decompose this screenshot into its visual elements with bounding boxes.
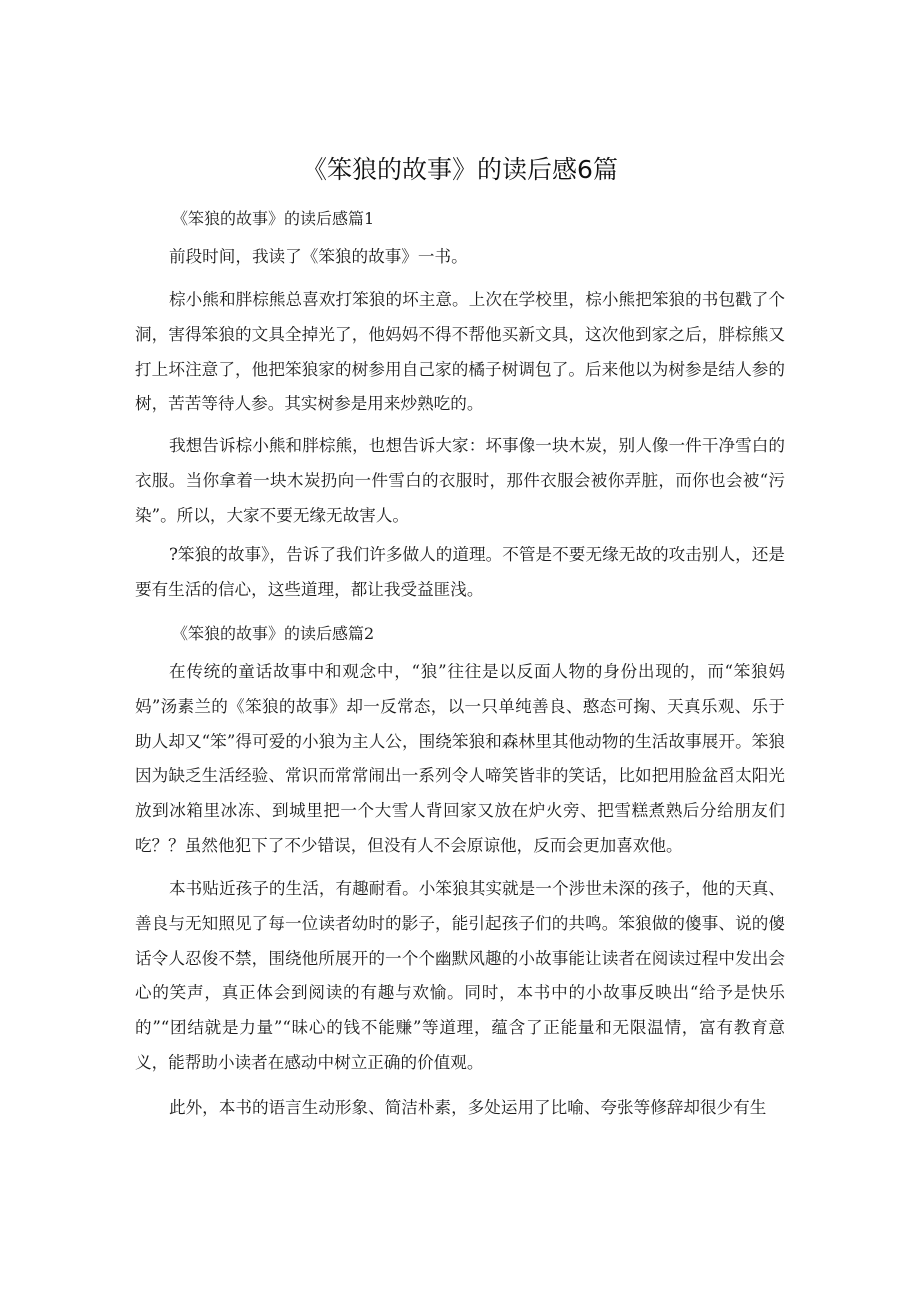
section-1-heading: 《笨狼的故事》的读后感篇1 — [172, 209, 375, 228]
section-1-paragraph-2: 棕小熊和胖棕熊总喜欢打笨狼的坏主意。上次在学校里，棕小熊把笨狼的书包戳了个洞，害得笨狼的文具全掉光了，他妈妈不得不帮他买新文具，这次他到家之后，胖棕熊又打上坏注意了，他把笨狼家的树参用自己家的橘子树调包了。后来他以为树参是结人参的树，苦苦等待人参。其实树参是用来炒熟吃的。 — [135, 290, 785, 414]
document-title: 《笨狼的故事》的读后感6篇 — [302, 155, 618, 184]
section-2-paragraph-3: 此外，本书的语言生动形象、简洁朴素，多处运用了比喻、夸张等修辞却很少有生 — [169, 1098, 767, 1117]
section-2-paragraph-1: 在传统的童话故事中和观念中，“狼”往往是以反面人物的身份出现的，而“笨狼妈妈”汤素兰的《笨狼的故事》却一反常态，以一只单纯善良、憨态可掬、天真乐观、乐于助人却又“笨”得可爱的小狼为主人公，围绕笨狼和森林里其他动物的生活故事展开。笨狼因为缺乏生活经验、常识而常常闹出一系列令人啼笑皆非的笑话，比如把用脸盆舀太阳光放到冰箱里冰冻、到城里把一个大雪人背回家又放在炉火旁、把雪糕煮熟后分给朋友们吃？？虽然他犯下了不少错误，但没有人不会原谅他，反而会更加喜欢他。 — [135, 662, 785, 855]
section-2-paragraph-2: 本书贴近孩子的生活，有趣耐看。小笨狼其实就是一个涉世未深的孩子，他的天真、善良与无知照见了每一位读者幼时的影子，能引起孩子们的共鸣。笨狼做的傻事、说的傻话令人忍俊不禁，围绕他所展开的一个个幽默风趣的小故事能让读者在阅读过程中发出会心的笑声，真正体会到阅读的有趣与欢愉。同时，本书中的小故事反映出“给予是快乐的”“团结就是力量”“昧心的钱不能赚”等道理，蕴含了正能量和无限温情，富有教育意义，能帮助小读者在感动中树立正确的价值观。 — [135, 879, 785, 1072]
section-2-heading: 《笨狼的故事》的读后感篇2 — [172, 624, 375, 643]
section-1-paragraph-4: ?笨狼的故事》，告诉了我们许多做人的道理。不管是不要无缘无故的攻击别人，还是要有生活的信心，这些道理，都让我受益匪浅。 — [135, 545, 785, 599]
section-1-paragraph-3: 我想告诉棕小熊和胖棕熊，也想告诉大家：坏事像一块木炭，别人像一件干净雪白的衣服。当你拿着一块木炭扔向一件雪白的衣服时，那件衣服会被你弄脏，而你也会被“污染”。所以，大家不要无缘无故害人。 — [135, 436, 785, 525]
section-1-paragraph-1: 前段时间，我读了《笨狼的故事》一书。 — [169, 247, 468, 266]
